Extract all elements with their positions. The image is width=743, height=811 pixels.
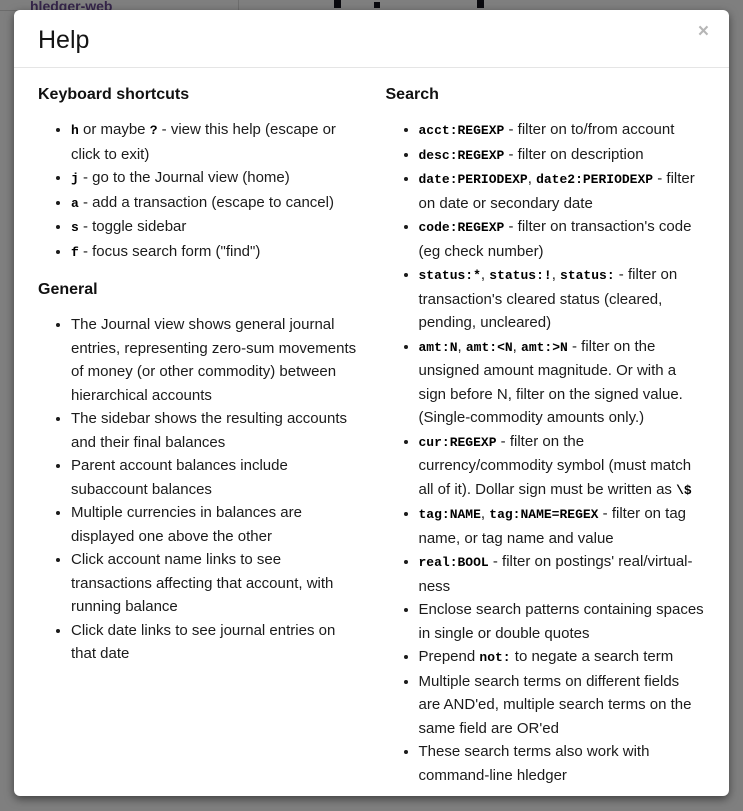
inline-code: s <box>71 220 79 235</box>
list-item: • code:REGEXP - filter on transaction's code (eg check number) <box>419 215 706 263</box>
section-heading-keyboard-shortcuts: Keyboard shortcuts <box>38 86 190 103</box>
list-item: • Multiple currencies in balances are displayed one above the other <box>71 501 358 548</box>
list-item: • status:*, status:!, status: - filter on transaction's cleared status (cleared, pending, uncleared) <box>419 263 706 335</box>
list-item: • j - go to the Journal view (home) <box>71 166 358 191</box>
inline-code: status:* <box>418 268 481 283</box>
section-heading-search: Search <box>385 86 439 103</box>
inline-code: cur:REGEXP <box>418 434 497 450</box>
inline-code: amt:N <box>418 339 458 355</box>
inline-code: real:BOOL <box>418 555 489 570</box>
inline-code: tag:NAME=REGEX <box>489 507 599 522</box>
modal-header <box>14 10 729 68</box>
list-item: • The sidebar shows the resulting accounts and their final balances <box>71 407 358 454</box>
list-item: • Enclose search patterns containing spaces in single or double quotes <box>419 598 706 645</box>
modal-title: Help <box>38 26 90 54</box>
list-item: • f - focus search form ("find") <box>71 240 358 265</box>
list-item: • Multiple search terms on different fields are AND'ed, multiple search terms on the same field are OR'ed <box>419 670 706 741</box>
inline-code: date:PERIODEXP <box>418 172 528 187</box>
list-item: • Click account name links to see transactions affecting that account, with running balance <box>71 548 358 619</box>
inline-code: tag:NAME <box>418 507 481 522</box>
list-item: • tag:NAME, tag:NAME=REGEX - filter on tag name, or tag name and value <box>419 502 706 550</box>
list-item: • s - toggle sidebar <box>71 215 358 240</box>
list-item: • Prepend not: to negate a search term <box>419 645 706 670</box>
list-item: • Parent account balances include subaccount balances <box>71 454 358 501</box>
inline-code: \$ <box>676 482 692 498</box>
list-item: • amt:N, amt:<N, amt:>N - filter on the unsigned amount magnitude. Or with a sign before N, filter on the signed value. (Single-commodity amounts only.) <box>419 335 706 430</box>
inline-code: amt:<N <box>465 339 513 355</box>
inline-code: status: <box>560 268 615 283</box>
search-list <box>386 118 706 787</box>
inline-code: acct:REGEXP <box>418 123 505 138</box>
list-item: • desc:REGEXP - filter on description <box>419 143 706 168</box>
inline-code: f <box>71 244 79 260</box>
inline-code: ? <box>149 123 158 138</box>
list-item: • h or maybe ? - view this help (escape or click to exit) <box>71 118 358 166</box>
inline-code: a <box>71 195 79 211</box>
list-item: • These search terms also work with command-line hledger <box>419 740 706 787</box>
close-icon[interactable]: × <box>697 21 709 42</box>
modal-body <box>14 68 729 796</box>
list-item: • date:PERIODEXP, date2:PERIODEXP - filter on date or secondary date <box>419 167 706 215</box>
list-item: • Click date links to see journal entries on that date <box>71 619 358 666</box>
inline-code: status:! <box>489 268 552 283</box>
keyboard-shortcuts-list <box>38 118 358 264</box>
general-list <box>38 313 358 666</box>
list-item: • a - add a transaction (escape to cancel) <box>71 191 358 216</box>
right-column <box>372 84 720 796</box>
list-item: • acct:REGEXP - filter on to/from account <box>419 118 706 143</box>
inline-code: code:REGEXP <box>418 220 505 235</box>
help-modal <box>14 10 729 796</box>
list-item: • cur:REGEXP - filter on the currency/commodity symbol (must match all of it). Dollar sign must be written as \$ <box>419 430 706 503</box>
inline-code: amt:>N <box>521 339 568 355</box>
inline-code: desc:REGEXP <box>418 147 505 163</box>
inline-code: date2:PERIODEXP <box>536 172 654 187</box>
list-item: • real:BOOL - filter on postings' real/virtual-ness <box>419 550 706 598</box>
inline-code: h <box>71 123 79 138</box>
left-column <box>24 84 372 796</box>
inline-code: not: <box>479 650 511 665</box>
list-item: • The Journal view shows general journal entries, representing zero-sum movements of money (or other commodity) between hierarchical accounts <box>71 313 358 407</box>
section-heading-general: General <box>38 281 98 298</box>
inline-code: j <box>71 171 79 186</box>
